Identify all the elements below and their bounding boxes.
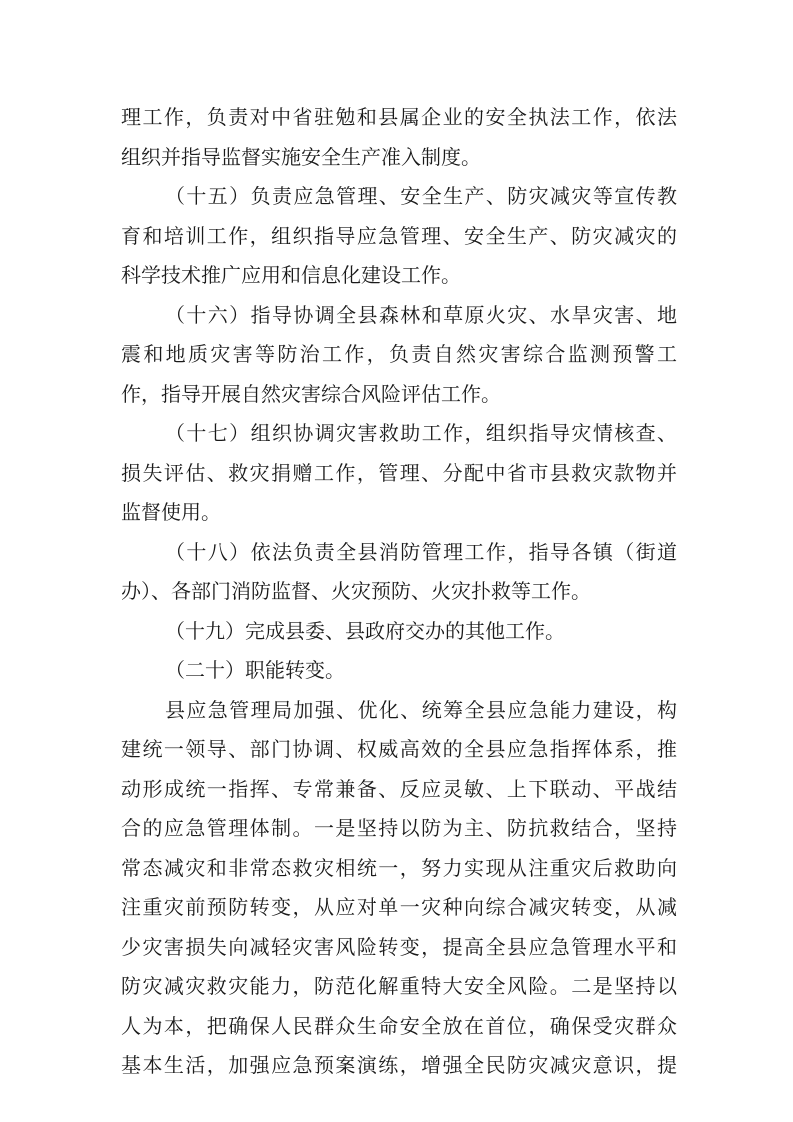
text-line: 组织并指导监督实施安全生产准入制度。 — [121, 144, 481, 169]
text-line: 县应急管理局加强、优化、统筹全县应急能力建设，构 — [165, 697, 677, 722]
text-line: 人为本，把确保人民群众生命安全放在首位，确保受灾群众 — [121, 1013, 677, 1038]
text-line: 损失评估、救灾捐赠工作，管理、分配中省市县救灾款物并 — [121, 460, 677, 485]
text-line: 合的应急管理体制。一是坚持以防为主、防抗救结合，坚持 — [121, 816, 677, 840]
text-line: 防灾减灾救灾能力，防范化解重特大安全风险。二是坚持以 — [121, 974, 677, 998]
text-line: 基本生活，加强应急预案演练，增强全民防灾减灾意识，提 — [121, 1053, 677, 1077]
document-body — [121, 98, 677, 1086]
text-line: （十九）完成县委、县政府交办的其他工作。 — [165, 618, 565, 643]
text-line: 建统一领导、部门协调、权威高效的全县应急指挥体系，推 — [121, 737, 677, 761]
text-line: 少灾害损失向减轻灾害风险转变，提高全县应急管理水平和 — [121, 934, 677, 959]
text-line: （二十）职能转变。 — [165, 658, 345, 682]
text-line: （十六）指导协调全县森林和草原火灾、水旱灾害、地 — [165, 302, 677, 327]
text-line: 动形成统一指挥、专常兼备、反应灵敏、上下联动、平战结 — [121, 776, 677, 801]
text-line: 科学技术推广应用和信息化建设工作。 — [121, 263, 461, 287]
text-line: 作，指导开展自然灾害综合风险评估工作。 — [121, 381, 501, 406]
text-line: 办）、各部门消防监督、火灾预防、火灾扑救等工作。 — [121, 579, 591, 603]
text-line: 注重灾前预防转变，从应对单一灾种向综合减灾转变，从减 — [121, 895, 677, 919]
text-line: （十八）依法负责全县消防管理工作，指导各镇（街道 — [165, 539, 677, 564]
text-line: 育和培训工作，组织指导应急管理、安全生产、防灾减灾的 — [121, 223, 677, 248]
text-line: 震和地质灾害等防治工作，负责自然灾害综合监测预警工 — [121, 342, 677, 366]
text-line: 理工作，负责对中省驻勉和县属企业的安全执法工作，依法 — [121, 105, 677, 129]
text-line: （十五）负责应急管理、安全生产、防灾减灾等宣传教 — [165, 184, 677, 208]
text-line: 常态减灾和非常态救灾相统一，努力实现从注重灾后救助向 — [121, 855, 677, 880]
text-line: （十七）组织协调灾害救助工作，组织指导灾情核查、 — [165, 421, 677, 445]
text-line: 监督使用。 — [121, 500, 221, 524]
